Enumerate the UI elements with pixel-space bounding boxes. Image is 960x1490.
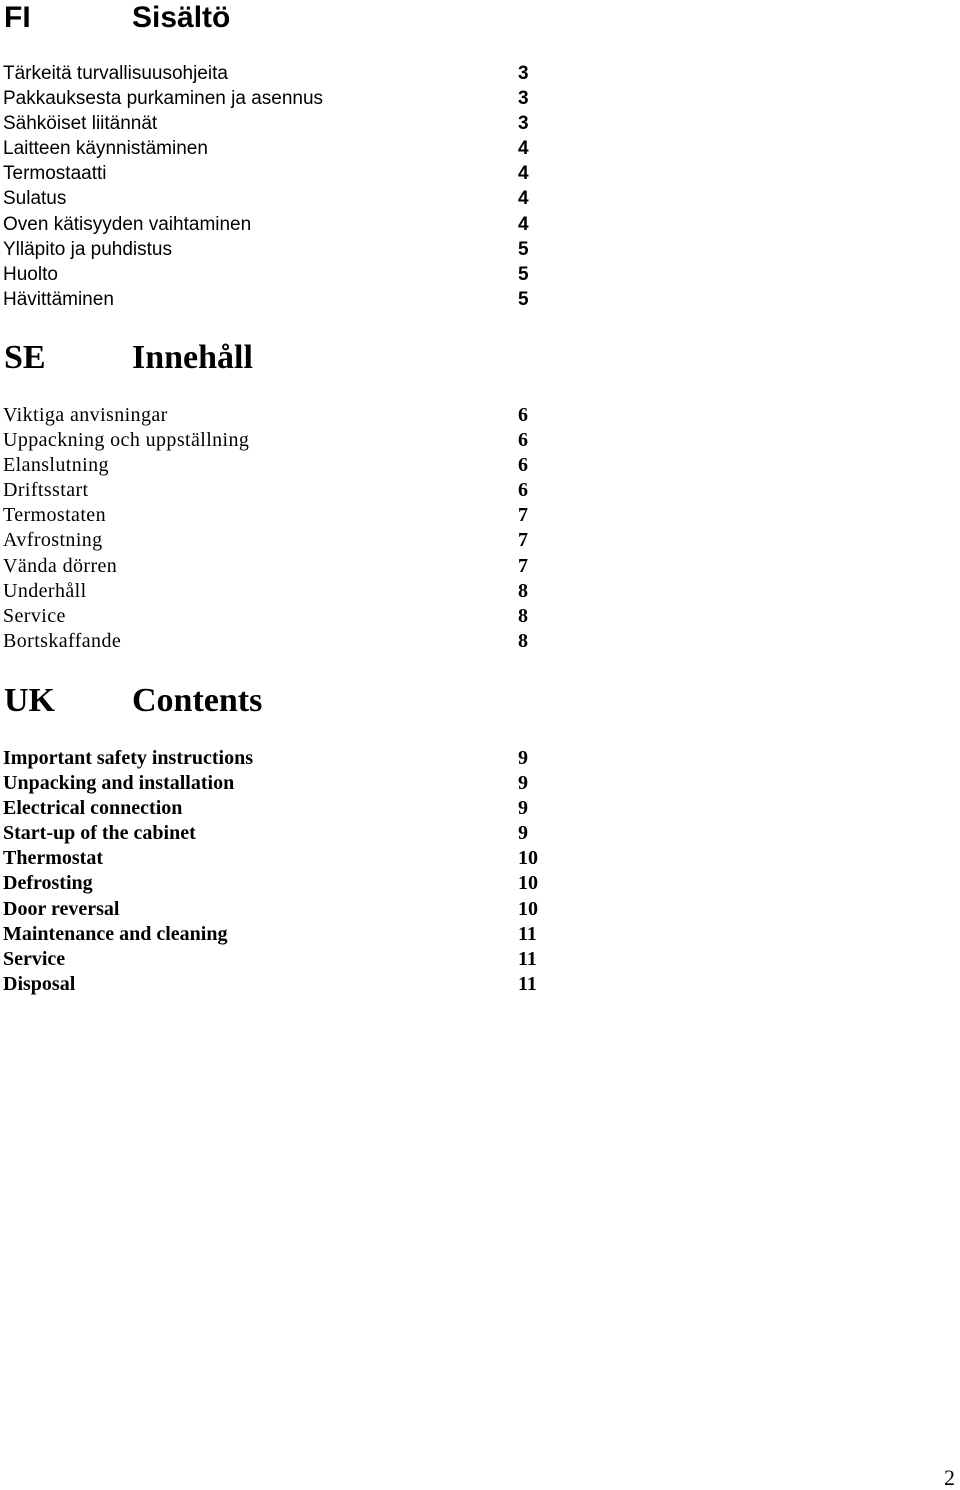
toc-entry-label: Sulatus <box>3 188 67 210</box>
toc-entry-label: Laitteen käynnistäminen <box>3 138 208 160</box>
toc-entry-page: 3 <box>518 88 529 110</box>
toc-entry-label: Termostaten <box>3 504 106 527</box>
language-code: FI <box>4 1 31 34</box>
toc-list-se <box>0 403 560 654</box>
section-heading-uk <box>0 683 560 727</box>
toc-entry-page: 5 <box>518 288 529 310</box>
toc-entry-page: 8 <box>518 629 528 652</box>
toc-entry-label: Termostaatti <box>3 163 107 185</box>
toc-entry-label: Hävittäminen <box>3 288 114 310</box>
section-title: Innehåll <box>132 339 253 376</box>
toc-entry-page: 7 <box>518 504 528 527</box>
toc-entry-label: Disposal <box>3 972 76 995</box>
toc-entry-label: Pakkauksesta purkaminen ja asennus <box>3 88 324 110</box>
toc-entry-label: Ylläpito ja puhdistus <box>3 238 172 260</box>
toc-entry-page: 11 <box>518 972 537 995</box>
toc-entry <box>0 478 560 503</box>
toc-entry-label: Underhåll <box>3 579 87 602</box>
toc-entry <box>0 821 560 846</box>
toc-entry-page: 8 <box>518 604 528 627</box>
toc-entry <box>0 212 560 237</box>
toc-entry-page: 10 <box>518 872 538 895</box>
toc-entry-label: Uppackning och uppställning <box>3 429 250 452</box>
toc-entry-page: 7 <box>518 529 528 552</box>
toc-entry <box>0 237 560 262</box>
toc-entry-page: 4 <box>518 163 529 185</box>
toc-entry <box>0 287 560 312</box>
toc-entry-page: 5 <box>518 238 529 260</box>
toc-entry-page: 11 <box>518 947 537 970</box>
toc-entry-page: 9 <box>518 822 528 845</box>
toc-entry <box>0 186 560 211</box>
toc-entry-label: Bortskaffande <box>3 629 122 652</box>
toc-entry-page: 6 <box>518 454 528 477</box>
toc-entry-page: 5 <box>518 263 529 285</box>
toc-entry <box>0 428 560 453</box>
toc-entry-label: Sähköiset liitännät <box>3 113 158 135</box>
toc-entry <box>0 746 560 771</box>
toc-entry-label: Tärkeitä turvallisuusohjeita <box>3 63 228 84</box>
toc-entry-page: 9 <box>518 797 528 820</box>
toc-entry <box>0 947 560 972</box>
toc-entry <box>0 111 560 136</box>
toc-entry-page: 11 <box>518 922 537 945</box>
toc-entry <box>0 528 560 553</box>
toc-entry-label: Avfrostning <box>3 529 103 552</box>
toc-entry-label: Viktiga anvisningar <box>3 404 168 426</box>
toc-entry-label: Start-up of the cabinet <box>3 822 196 845</box>
toc-entry-page: 4 <box>518 138 529 160</box>
toc-entry-label: Service <box>3 947 66 970</box>
toc-list-fi <box>0 61 560 312</box>
toc-entry-label: Unpacking and installation <box>3 772 235 795</box>
toc-entry <box>0 771 560 796</box>
page-number: 2 <box>944 1465 955 1490</box>
toc-entry-page: 4 <box>518 188 529 210</box>
toc-entry-page: 6 <box>518 404 528 426</box>
toc-entry-page: 3 <box>518 63 529 84</box>
toc-entry-page: 10 <box>518 897 538 920</box>
toc-entry-label: Electrical connection <box>3 797 183 820</box>
section-title: Contents <box>132 682 263 719</box>
toc-entry <box>0 579 560 604</box>
section-heading-fi <box>0 0 560 44</box>
toc-entry-page: 6 <box>518 429 528 452</box>
toc-entry <box>0 161 560 186</box>
language-code: UK <box>4 682 55 719</box>
toc-entry-page: 3 <box>518 113 529 135</box>
toc-entry-label: Defrosting <box>3 872 93 895</box>
toc-list-uk <box>0 746 560 997</box>
toc-entry-label: Service <box>3 604 66 627</box>
toc-entry-page: 10 <box>518 847 538 870</box>
toc-entry-label: Door reversal <box>3 897 120 920</box>
toc-entry <box>0 403 560 428</box>
toc-entry <box>0 871 560 896</box>
toc-entry-label: Maintenance and cleaning <box>3 922 228 945</box>
toc-entry-label: Oven kätisyyden vaihtaminen <box>3 213 252 235</box>
toc-entry <box>0 86 560 111</box>
toc-entry <box>0 846 560 871</box>
toc-entry-page: 9 <box>518 772 528 795</box>
toc-entry <box>0 136 560 161</box>
toc-entry-label: Thermostat <box>3 847 103 870</box>
section-title: Sisältö <box>132 1 231 34</box>
toc-entry-page: 9 <box>518 747 528 769</box>
toc-entry-page: 6 <box>518 479 528 502</box>
toc-entry <box>0 61 560 86</box>
toc-entry-label: Driftsstart <box>3 479 89 502</box>
toc-entry <box>0 453 560 478</box>
toc-entry <box>0 604 560 629</box>
toc-entry <box>0 796 560 821</box>
toc-entry-label: Vända dörren <box>3 554 118 577</box>
toc-entry <box>0 922 560 947</box>
toc-entry <box>0 262 560 287</box>
toc-entry-page: 4 <box>518 213 529 235</box>
toc-entry-page: 7 <box>518 554 528 577</box>
toc-entry <box>0 897 560 922</box>
toc-entry-label: Elanslutning <box>3 454 109 477</box>
toc-entry-label: Huolto <box>3 263 58 285</box>
toc-entry <box>0 972 560 997</box>
toc-entry <box>0 629 560 654</box>
toc-entry <box>0 554 560 579</box>
language-code: SE <box>4 339 46 376</box>
section-heading-se <box>0 340 560 384</box>
toc-entry-page: 8 <box>518 579 528 602</box>
toc-entry <box>0 503 560 528</box>
toc-entry-label: Important safety instructions <box>3 747 253 769</box>
